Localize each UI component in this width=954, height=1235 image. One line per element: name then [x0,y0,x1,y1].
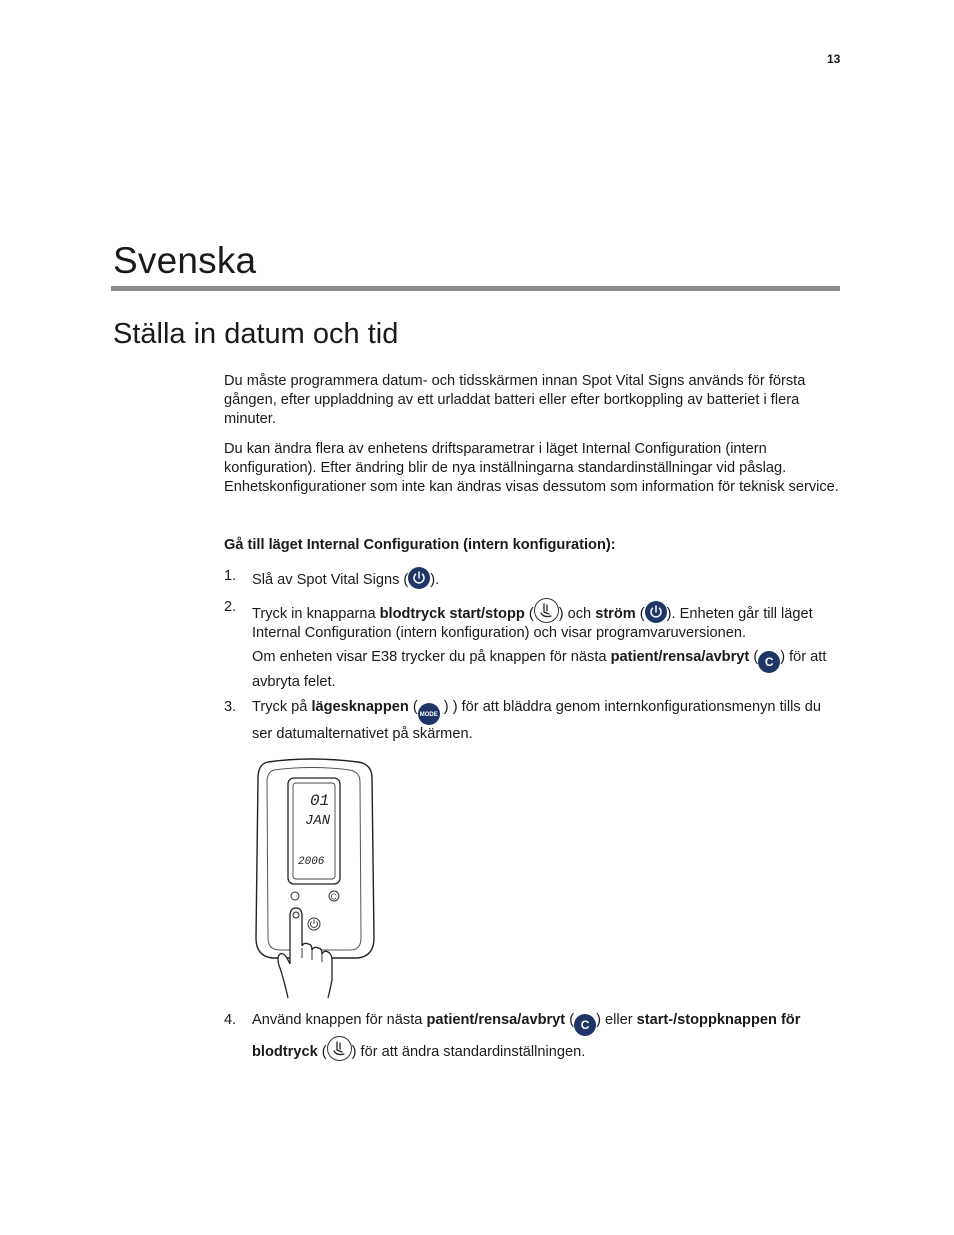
config-paragraph: Du kan ändra flera av enhetens driftsparametrar i läget Internal Configuration (intern konfiguration). Efter ändring blir de nya inställningarna standardinställningar vid påslag. Enhetskonfigurationer som inte kan ändras visas dessutom som information för teknisk service. [224,441,839,495]
step-text: ( [749,649,759,665]
bp-start-stop-label: blodtryck start/stopp [379,606,525,622]
mode-label: lägesknappen [311,699,409,715]
clear-icon [574,1014,596,1036]
bp-start-stop-icon [327,1036,352,1061]
step-number: 4. [224,1012,237,1028]
page-number: 13 [827,52,841,66]
step-text: ( [524,606,534,622]
step-text: Om enheten visar E38 trycker du på knappen för nästa [252,649,611,665]
power-icon [408,567,430,589]
clear-label: patient/rensa/avbryt [610,649,750,665]
device-illustration [250,758,390,1003]
intro-paragraph: Du måste programmera datum- och tidsskärmen innan Spot Vital Signs används för första gången, efter uppladdning av ett urladdat batteri eller efter bortkoppling av batteriet i flera minuter. [224,373,806,427]
mode-icon [418,703,440,725]
step-text: Tryck in knapparna [252,606,380,622]
display-day: 01 [310,792,330,810]
step-text: Slå av Spot Vital Signs ( [252,572,409,588]
step-text: ). [430,572,440,588]
mode-icon-label: MODE [419,712,438,718]
clear-icon [758,651,780,673]
step-text: Använd knappen för nästa [252,1012,427,1028]
clear-label: patient/rensa/avbryt [426,1012,566,1028]
clear-icon-label: C [580,1018,590,1032]
power-label: ström [595,606,636,622]
step-text: ( [317,1044,327,1060]
step-text: ) för att avbryta felet. [252,649,827,690]
heading-rule [111,286,840,291]
step-number: 3. [224,699,237,715]
step-text: ) eller [596,1012,637,1028]
bp-start-stop-label: start-/stoppknappen för blodtryck [252,1012,801,1060]
step-text: ( [635,606,645,622]
bp-start-stop-icon [534,598,559,623]
step-number: 2. [224,599,237,615]
step-text: ( [565,1012,575,1028]
step-text: ) för att ändra standardinställningen. [351,1044,586,1060]
page-heading: Svenska [113,240,257,281]
step-number: 1. [224,568,237,584]
power-icon [645,601,667,623]
step-text: Tryck på [252,699,312,715]
step-text: ) och [558,606,596,622]
device-clear-button: C [330,892,337,902]
display-month: JAN [305,813,331,829]
procedure-subheading: Gå till läget Internal Configuration (intern konfiguration): [224,537,616,553]
step-text: ( [408,699,418,715]
section-title: Ställa in datum och tid [113,318,399,350]
display-year: 2006 [298,856,325,868]
step-text: ) ) för att bläddra genom internkonfigurationsmenyn tills du ser datumalternativet på skärmen. [252,699,821,742]
step-text: ). Enheten går till läget Internal Configuration (intern konfiguration) och visar programvaruversionen. [252,606,813,641]
clear-icon-label: C [764,655,774,669]
